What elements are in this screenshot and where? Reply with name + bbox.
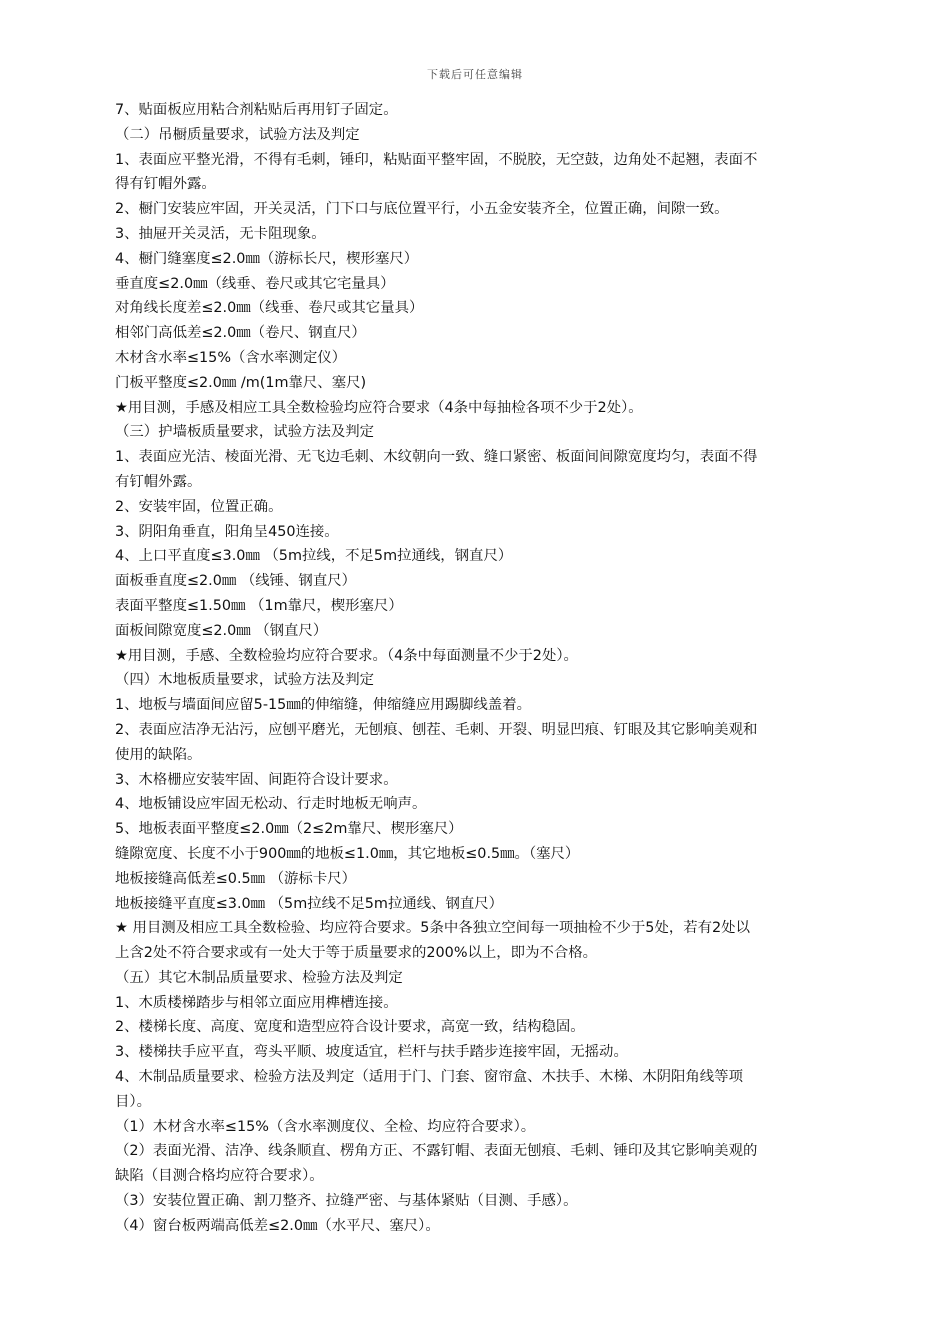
- text-line: 目）。: [115, 1093, 151, 1110]
- text-line: 1、木质楼梯踏步与相邻立面应用榫槽连接。: [115, 994, 398, 1011]
- text-line: 地板接缝平直度≤3.0㎜ （5m拉线不足5m拉通线、钢直尺）: [115, 895, 504, 912]
- text-line: 4、上口平直度≤3.0㎜ （5m拉线，不足5m拉通线，钢直尺）: [115, 548, 513, 565]
- text-line: 1、表面应光洁、棱面光滑、无飞边毛刺、木纹朝向一致、缝口紧密、板面间间隙宽度均匀，表面不得: [115, 449, 758, 466]
- text-line: 5、地板表面平整度≤2.0㎜（2≤2m靠尺、楔形塞尺）: [115, 821, 463, 838]
- text-line: （五）其它木制品质量要求、检验方法及判定: [115, 969, 403, 986]
- text-line: 木材含水率≤15%（含水率测定仪）: [115, 349, 347, 366]
- text-line: 3、抽屉开关灵活，无卡阻现象。: [115, 225, 326, 242]
- text-line: 有钉帽外露。: [115, 473, 202, 490]
- text-line: （1）木材含水率≤15%（含水率测度仪、全检、均应符合要求）。: [115, 1118, 536, 1135]
- document-body: [115, 98, 835, 1239]
- text-line: （3）安装位置正确、割刀整齐、拉缝严密、与基体紧贴（目测、手感）。: [115, 1193, 578, 1210]
- text-line: ★用目测，手感、全数检验均应符合要求。（4条中每面测量不少于2处）。: [115, 647, 578, 664]
- text-line: 使用的缺陷。: [115, 746, 202, 763]
- text-line: 7、贴面板应用粘合剂粘贴后再用钉子固定。: [115, 102, 398, 118]
- text-line: 2、楼梯长度、高度、宽度和造型应符合设计要求，高宽一致，结构稳固。: [115, 1019, 585, 1036]
- text-line: ★用目测，手感及相应工具全数检验均应符合要求（4条中每抽检各项不少于2处）。: [115, 399, 643, 416]
- text-line: 对角线长度差≤2.0㎜（线垂、卷尺或其它量具）: [115, 300, 424, 317]
- text-line: 4、橱门缝塞度≤2.0㎜（游标长尺，楔形塞尺）: [115, 250, 419, 267]
- text-line: 1、表面应平整光滑，不得有毛刺，锤印，粘贴面平整牢固，不脱胶，无空鼓，边角处不起翘，表面不: [115, 151, 758, 168]
- text-line: 4、木制品质量要求、检验方法及判定（适用于门、门套、窗帘盒、木扶手、木梯、木阴阳角线等项: [115, 1069, 743, 1086]
- text-line: ★ 用目测及相应工具全数检验、均应符合要求。5条中各独立空间每一项抽检不少于5处，若有2处以: [115, 920, 750, 937]
- text-line: 2、表面应洁净无沾污，应刨平磨光，无刨痕、刨茬、毛刺、开裂、明显凹痕、钉眼及其它影响美观和: [115, 721, 758, 738]
- text-line: 相邻门高低差≤2.0㎜（卷尺、钢直尺）: [115, 325, 366, 342]
- text-line: （三）护墙板质量要求，试验方法及判定: [115, 424, 375, 441]
- text-line: 4、地板铺设应牢固无松动、行走时地板无响声。: [115, 796, 427, 813]
- text-line: 门板平整度≤2.0㎜ /m(1m靠尺、塞尺): [115, 374, 367, 391]
- text-line: 面板垂直度≤2.0㎜ （线锤、钢直尺）: [115, 573, 356, 590]
- text-line: 缺陷（目测合格均应符合要求）。: [115, 1168, 324, 1185]
- text-line: 3、楼梯扶手应平直，弯头平顺、坡度适宜，栏杆与扶手踏步连接牢固，无摇动。: [115, 1044, 628, 1061]
- text-line: 2、安装牢固，位置正确。: [115, 498, 283, 515]
- text-line: （2）表面光滑、洁净、线条顺直、楞角方正、不露钉帽、表面无刨痕、毛刺、锤印及其它影响美观的: [115, 1143, 758, 1160]
- text-line: 得有钉帽外露。: [115, 176, 216, 193]
- text-line: 3、木格栅应安装牢固、间距符合设计要求。: [115, 771, 398, 788]
- text-line: 表面平整度≤1.50㎜ （1m靠尺，楔形塞尺）: [115, 597, 403, 614]
- text-line: （四）木地板质量要求，试验方法及判定: [115, 672, 375, 689]
- text-line: 面板间隙宽度≤2.0㎜ （钢直尺）: [115, 622, 328, 639]
- text-line: 上含2处不符合要求或有一处大于等于质量要求的200%以上，即为不合格。: [115, 945, 598, 962]
- text-line: 2、橱门安装应牢固，开关灵活，门下口与底位置平行，小五金安装齐全，位置正确，间隙一致。: [115, 201, 729, 218]
- text-line: （二）吊橱质量要求，试验方法及判定: [115, 126, 360, 143]
- text-line: 1、地板与墙面间应留5-15㎜的伸缩缝，伸缩缝应用踢脚线盖着。: [115, 697, 531, 714]
- text-line: 3、阴阳角垂直，阳角呈450连接。: [115, 523, 339, 540]
- page-header: 下载后可任意编辑: [427, 68, 523, 81]
- text-line: （4）窗台板两端高低差≤2.0㎜（水平尺、塞尺）。: [115, 1217, 440, 1234]
- text-line: 地板接缝高低差≤0.5㎜ （游标卡尺）: [115, 870, 356, 887]
- text-line: 缝隙宽度、长度不小于900㎜的地板≤1.0㎜，其它地板≤0.5㎜。（塞尺）: [115, 845, 580, 862]
- text-line: 垂直度≤2.0㎜（线垂、卷尺或其它宅量具）: [115, 275, 395, 292]
